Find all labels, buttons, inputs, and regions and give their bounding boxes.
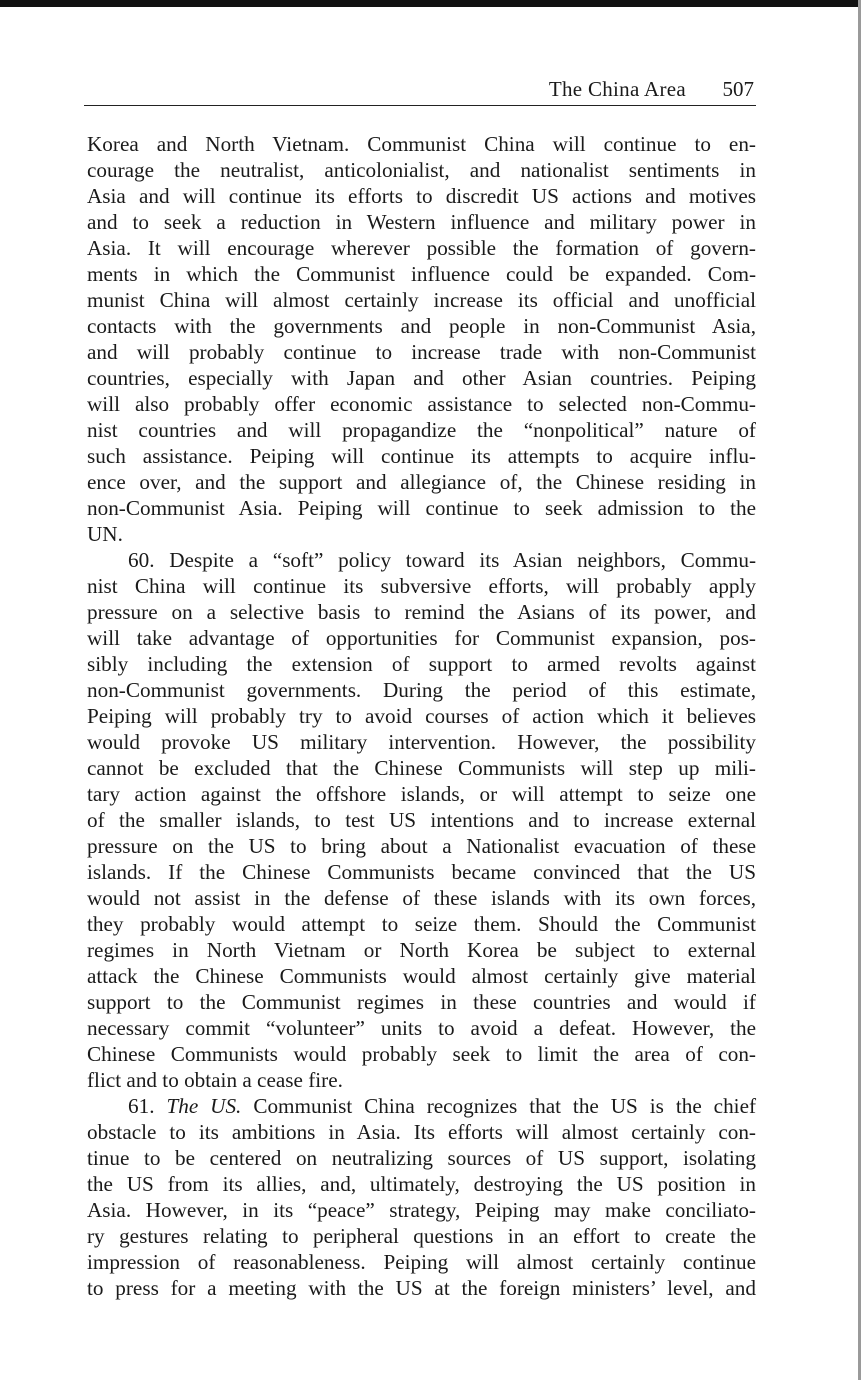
text-line: and to seek a reduction in Western influence and military power in	[87, 210, 756, 234]
text-line: pressure on a selective basis to remind the Asians of its power, and	[87, 600, 756, 624]
text-line: will take advantage of opportunities for Communist expansion, pos-	[87, 626, 756, 650]
text-line: and will probably continue to increase trade with non-Communist	[87, 340, 756, 364]
text-line: attack the Chinese Communists would almost certainly give material	[87, 964, 756, 988]
text-line: islands. If the Chinese Communists became convinced that the US	[87, 860, 756, 884]
paragraph-61-first-line	[87, 1093, 756, 1119]
text-line: countries, especially with Japan and other Asian countries. Peiping	[87, 366, 756, 390]
text-line: tary action against the offshore islands, or will attempt to seize one	[87, 782, 756, 806]
paragraph-number: 61.	[128, 1094, 155, 1118]
text-line: necessary commit “volunteer” units to avoid a defeat. However, the	[87, 1016, 756, 1040]
text-line: flict and to obtain a cease fire.	[87, 1068, 343, 1092]
text-line: of the smaller islands, to test US intentions and to increase external	[87, 808, 756, 832]
text-line: obstacle to its ambitions in Asia. Its efforts will almost certainly con-	[87, 1120, 756, 1144]
text-line: would not assist in the defense of these islands with its own forces,	[87, 886, 756, 910]
text-line: nist China will continue its subversive efforts, will probably apply	[87, 574, 756, 598]
text-line: Asia. However, in its “peace” strategy, Peiping may make conciliato-	[87, 1198, 756, 1222]
text-line: Peiping will probably try to avoid courses of action which it believes	[87, 704, 756, 728]
text-line: tinue to be centered on neutralizing sources of US support, isolating	[87, 1146, 756, 1170]
text-line: nist countries and will propagandize the “nonpolitical” nature of	[87, 418, 756, 442]
page-top-edge	[0, 0, 861, 7]
text-line: courage the neutralist, anticolonialist, and nationalist sentiments in	[87, 158, 756, 182]
text-line: the US from its allies, and, ultimately, destroying the US position in	[87, 1172, 756, 1196]
section-heading: The US.	[166, 1094, 242, 1118]
text-line: Korea and North Vietnam. Communist China will continue to en-	[87, 132, 756, 156]
text-line: munist China will almost certainly increase its official and unofficial	[87, 288, 756, 312]
page-number: 507	[722, 77, 754, 101]
running-title: The China Area	[548, 77, 686, 101]
text-line: ry gestures relating to peripheral questions in an effort to create the	[87, 1224, 756, 1248]
text-line: cannot be excluded that the Chinese Communists will step up mili-	[87, 756, 756, 780]
text-line: non-Communist Asia. Peiping will continue to seek admission to the	[87, 496, 756, 520]
text-segment: Communist China recognizes that the US is the chief	[253, 1094, 757, 1118]
text-line: support to the Communist regimes in these countries and would if	[87, 990, 756, 1014]
text-line: Asia. It will encourage wherever possible the formation of govern-	[87, 236, 756, 260]
text-line: non-Communist governments. During the period of this estimate,	[87, 678, 756, 702]
text-line: regimes in North Vietnam or North Korea be subject to external	[87, 938, 756, 962]
text-line: sibly including the extension of support to armed revolts against	[87, 652, 756, 676]
text-line: would provoke US military intervention. However, the possibility	[87, 730, 756, 754]
text-line: they probably would attempt to seize them. Should the Communist	[87, 912, 756, 936]
paragraph-60-first-line: 60. Despite a “soft” policy toward its Asian neighbors, Commu-	[128, 548, 756, 572]
text-line: Asia and will continue its efforts to discredit US actions and motives	[87, 184, 756, 208]
text-line: contacts with the governments and people in non-Communist Asia,	[87, 314, 756, 338]
text-line: Chinese Communists would probably seek to limit the area of con-	[87, 1042, 756, 1066]
text-line: pressure on the US to bring about a Nationalist evacuation of these	[87, 834, 756, 858]
body-text	[87, 131, 756, 1301]
running-head	[84, 75, 756, 106]
text-line: will also probably offer economic assistance to selected non-Commu-	[87, 392, 756, 416]
text-line: such assistance. Peiping will continue its attempts to acquire influ-	[87, 444, 756, 468]
text-line: ence over, and the support and allegiance of, the Chinese residing in	[87, 470, 756, 494]
text-line: impression of reasonableness. Peiping will almost certainly continue	[87, 1250, 756, 1274]
text-line: UN.	[87, 522, 123, 546]
text-line: to press for a meeting with the US at the foreign ministers’ level, and	[87, 1276, 756, 1300]
text-line: ments in which the Communist influence could be expanded. Com-	[87, 262, 756, 286]
